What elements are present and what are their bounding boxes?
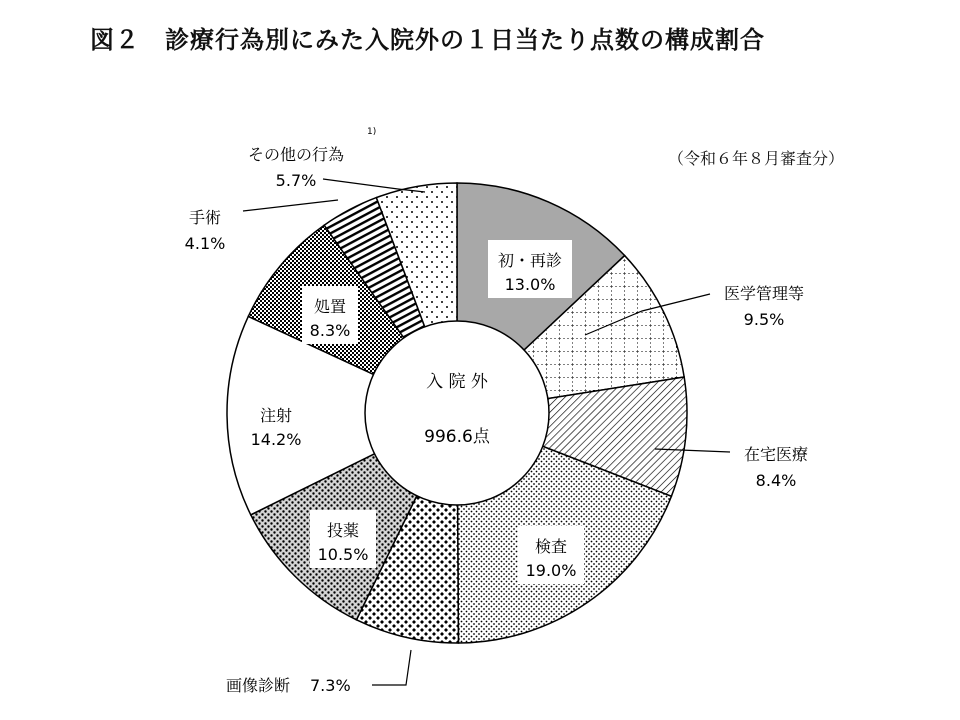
chart-title: 図２ 診療行為別にみた入院外の１日当たり点数の構成割合 [90, 26, 765, 54]
slice-value-gazo: 7.3% [310, 676, 351, 695]
slice-value-kensa: 19.0% [525, 561, 577, 580]
slice-value-sonota: 5.7% [275, 171, 317, 190]
slice-label-sonota: その他の行為 [247, 145, 345, 164]
slice-value-chusha: 14.2% [250, 430, 302, 449]
slice-value-shujutsu: 4.1% [184, 234, 226, 253]
footnote-mark: 1) [367, 127, 377, 137]
slice-label-kensa: 検査 [534, 537, 568, 556]
donut-hole [365, 321, 549, 505]
slice-value-zaitaku: 8.4% [755, 471, 797, 490]
slice-label-shujutsu: 手術 [188, 208, 222, 227]
slice-label-gazo: 画像診断 [225, 676, 290, 695]
center-label-total: 996.6点 [424, 427, 490, 447]
leader-line-shujutsu [243, 200, 338, 211]
center-label-title: 入 院 外 [426, 372, 488, 392]
slice-value-igaku-kanri: 9.5% [743, 310, 785, 329]
chart-note: （令和６年８月審査分） [668, 149, 845, 168]
slice-label-igaku-kanri: 医学管理等 [723, 284, 805, 303]
leader-line-gazo [372, 650, 411, 685]
slice-label-toyaku: 投薬 [326, 521, 360, 540]
slice-value-toyaku: 10.5% [317, 545, 369, 564]
slice-label-chusha: 注射 [259, 406, 293, 425]
slice-label-zaitaku: 在宅医療 [743, 445, 809, 464]
slice-value-shochi: 8.3% [309, 321, 351, 340]
slice-label-shoshin: 初・再診 [497, 251, 563, 270]
leader-line-sonota [323, 179, 425, 192]
slice-label-shochi: 処置 [313, 297, 347, 316]
slice-value-shoshin: 13.0% [504, 275, 556, 294]
